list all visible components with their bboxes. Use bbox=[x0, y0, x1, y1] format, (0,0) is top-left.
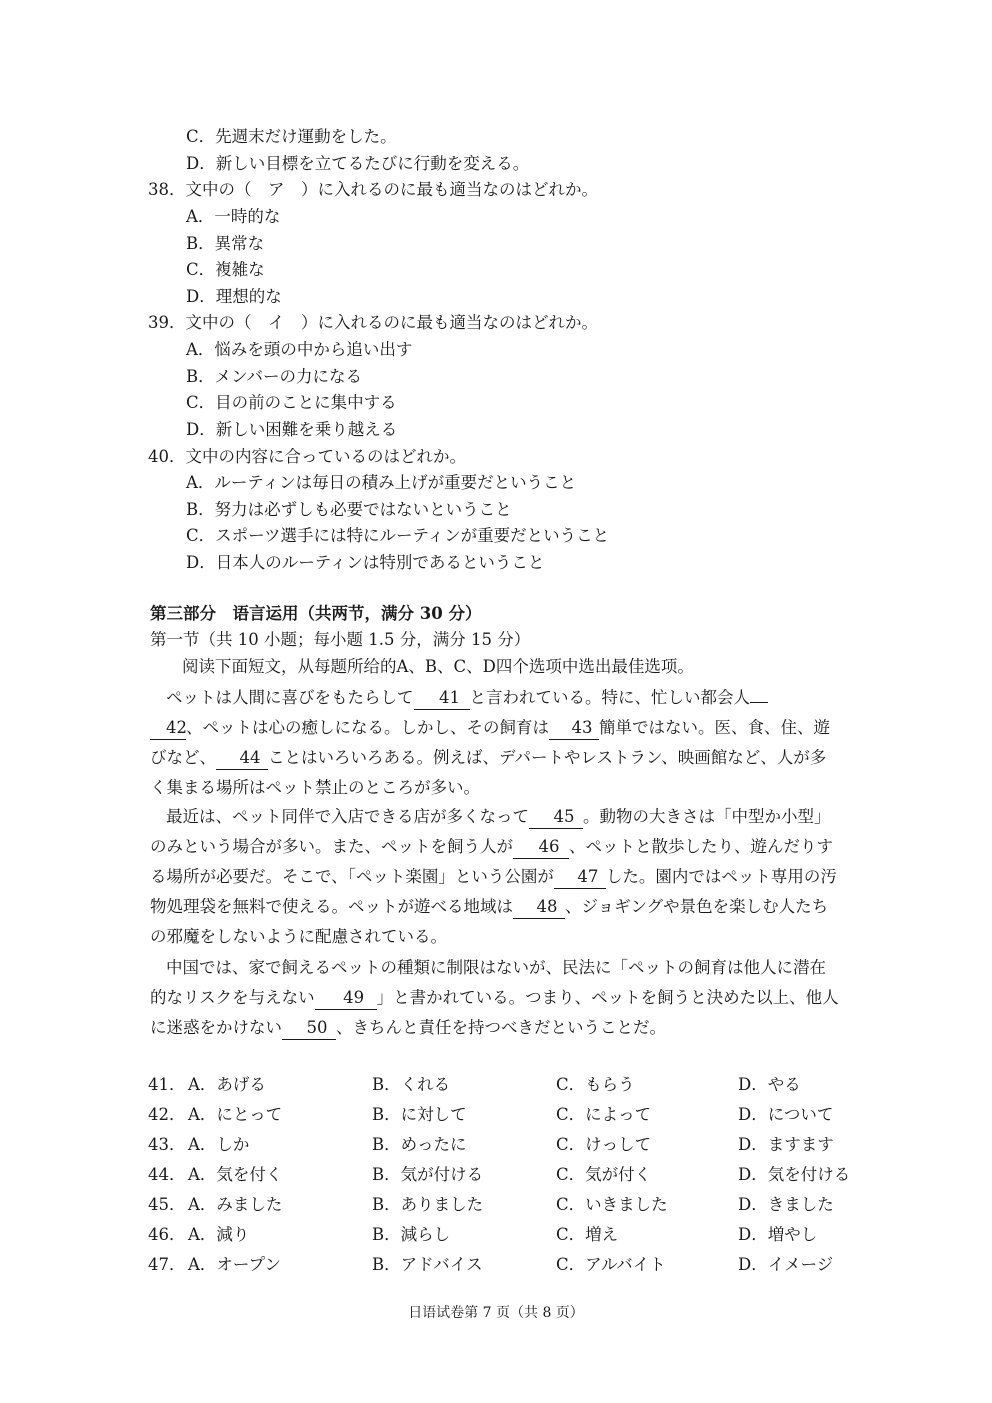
passage-paragraph-2: 最近は、ペット同伴で入店できる店が多くなって 45 。動物の大きさは「中型か小型」のみという場合が多い。また、ペットを飼う人が 46 、ペットと散歩したり、遊んだりする場所が必要だ。そこで、「ペット楽園」という公園が 47 した。園内ではペット専用の汚物処理袋を無料で使える。ペットが遊べる地域は 48 、ジョギングや景色を楽しむ人たちの邪魔をしないように配慮されている。 bbox=[150, 807, 837, 946]
answer-row-45: 45． A．みました B．ありました C．いきました D．きました bbox=[148, 1195, 834, 1214]
passage-paragraph-1: ペットは人間に喜びをもたらして 41 と言われている。特に、忙しい都会人 42、ペットは心の癒しになる。しかし、その飼育は 43 簡単ではない。医、食、住、遊びなど、 44 ことはいろいろある。例えば、デパートやレストラン、映画館など、人が多く集まる場所はペット禁止のところが多い。 bbox=[150, 688, 830, 797]
blank-47: 47 bbox=[554, 866, 606, 889]
blank-41: 41 bbox=[414, 687, 470, 710]
option-37c: C．先週末だけ運動をした。 bbox=[186, 127, 397, 146]
answer-row-43: 43． A．しか B．めったに C．けっして D．ますます bbox=[148, 1135, 834, 1154]
option-38b: B．異常な bbox=[186, 234, 265, 253]
option-40b: B．努力は必ずしも必要ではないということ bbox=[186, 500, 512, 519]
option-39b: B．メンバーの力になる bbox=[186, 367, 362, 386]
question-38-stem: 38．文中の（ ア ）に入れるのに最も適当なのはどれか。 bbox=[148, 180, 598, 199]
blank-45: 45 bbox=[529, 806, 583, 829]
answer-row-42: 42． A．にとって B．に対して C．によって D．について bbox=[148, 1105, 834, 1124]
blank-46: 46 bbox=[513, 836, 569, 859]
option-39d: D．新しい困難を乗り越える bbox=[186, 420, 398, 439]
option-37d: D．新しい目標を立てるたびに行動を変える。 bbox=[186, 154, 530, 173]
option-38d: D．理想的な bbox=[186, 287, 282, 306]
instruction: 阅读下面短文，从每题所给的A、B、C、D四个选项中选出最佳选项。 bbox=[182, 657, 694, 676]
option-38c: C．複雑な bbox=[186, 260, 265, 279]
question-40-stem: 40．文中の内容に合っているのはどれか。 bbox=[148, 447, 466, 466]
section1-heading: 第一节（共 10 小题；每小题 1.5 分，满分 15 分） bbox=[150, 630, 531, 649]
blank-48: 48 bbox=[513, 896, 565, 919]
answer-row-47: 47． A．オープン B．アドバイス C．アルバイト D．イメージ bbox=[148, 1255, 834, 1274]
option-39c: C．目の前のことに集中する bbox=[186, 393, 397, 412]
answer-row-41: 41． A．あげる B．くれる C．もらう D．やる bbox=[148, 1075, 801, 1094]
question-39-stem: 39．文中の（ イ ）に入れるのに最も適当なのはどれか。 bbox=[148, 313, 598, 332]
answer-row-46: 46． A．減り B．減らし C．増え D．増やし bbox=[148, 1225, 818, 1244]
blank-42: 42 bbox=[150, 717, 186, 740]
option-39a: A．悩みを頭の中から追い出す bbox=[186, 340, 413, 359]
answer-row-44: 44． A．気を付く B．気が付ける C．気が付く D．気を付ける bbox=[148, 1165, 851, 1184]
option-38a: A．一時的な bbox=[186, 207, 281, 226]
option-40c: C．スポーツ選手には特にルーティンが重要だということ bbox=[186, 526, 610, 545]
blank-50: 50 bbox=[282, 1017, 336, 1040]
blank-49: 49 bbox=[315, 987, 377, 1010]
blank-44: 44 bbox=[216, 747, 268, 770]
blank-43: 43 bbox=[549, 717, 599, 740]
page-footer: 日语试卷第 7 页（共 8 页） bbox=[408, 1305, 584, 1321]
option-40d: D．日本人のルーティンは特別であるということ bbox=[186, 553, 545, 572]
part3-heading: 第三部分 语言运用（共两节，满分 30 分） bbox=[150, 604, 482, 623]
option-40a: A．ルーティンは毎日の積み上げが重要だということ bbox=[186, 473, 577, 492]
passage-paragraph-3: 中国では、家で飼えるペットの種類に制限はないが、民法に「ペットの飼育は他人に潜在的なリスクを与えない 49 」と書かれている。つまり、ペットを飼うと決めた以上、他人に迷惑をかけない 50 、きちんと責任を持つべきだということだ。 bbox=[150, 953, 840, 1043]
